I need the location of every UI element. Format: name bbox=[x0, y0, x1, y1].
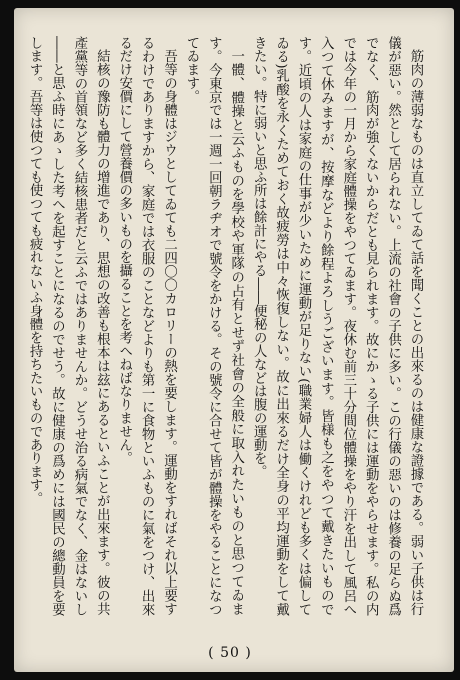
vertical-text-body bbox=[24, 36, 426, 616]
paragraph-4: 結核の豫防も體力の增進であり、思想の改善も根本は玆にあるといふことが出來ます。彼の共產黨等の首領など多く結核患者だと云ふではありませんか。どうせ治る病氣でなく、金はないし――と思ふ時にあゝした考へを起すことになるのでせう。故に健康の爲めには國民の總動員を要します。吾等は使つても使つても疲れないふ身體を持ちたいものであります。 bbox=[27, 36, 110, 616]
paragraph-3: 吾等の身體はジウとしてゐても二四〇〇カロリーの熱を要します。運動をすればそれ以上要するわけでありますから、家庭では衣服のことなどよりも第一に食物といふものに氣をつけ、出來るだけ安價にして營養價の多いものを攝ることを考へねばなりません。 bbox=[116, 36, 177, 616]
paragraph-1: 筋肉の薄弱なものは直立してゐて話を聞くことの出來るのは健康な證據である。弱い子供は行儀が惡い。然として居られない。上流の社會の子供に多い。この行儀の惡いのは修養の足らぬ爲でなく、筋肉が強くないからだとも見られます。故にかゝる子供には運動をやらせます。私の内では今年の一月から家庭體操をやつてゐます。夜休む前三十分間位體操をやり汗を出して風呂へ入つて休みますが、按摩などより餘程よろしうございます。皆様も之をやつて戴きたいものです。近頃の人は家庭の仕事が少いために運動が足りない(職業婦人は働くけれども多くは偏してゐる)乳酸を永くためておく故疲勞は中々恢復しない。故に出來るだけ全身の平均運動をして戴きたい。特に弱いと思ふ所は餘計にやる――便秘の人などは腹の運動を。 bbox=[251, 36, 423, 616]
paragraph-2: 一體、體操と云ふものを學校や軍隊の占有とせず社會の全般に取入れたいものと思つてゐます。今東京では一週一回朝ラヂオで號令をかける。その號令に合せて皆が體操をやることになつてゐます。 bbox=[183, 36, 244, 616]
page-number: ( 50 ) bbox=[208, 645, 252, 661]
